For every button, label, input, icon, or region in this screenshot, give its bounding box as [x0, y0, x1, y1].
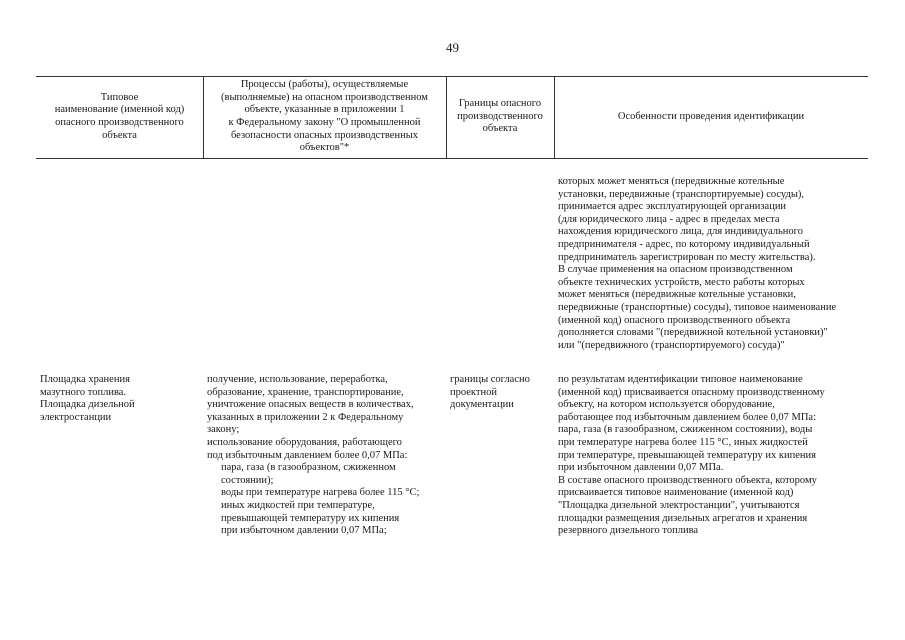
header-identification-text: [618, 111, 804, 124]
continuation-identification-text: [558, 176, 836, 352]
header-type-name: [36, 76, 203, 158]
text-line: к Федеральному закону "О промышленной: [228, 117, 421, 128]
text-line: дополняется словами "(передвижной котельной установки)": [558, 327, 828, 339]
text-line: по результатам идентификации типовое наименование: [558, 374, 803, 385]
text-line: площадки размещения дизельных агрегатов и хранения: [558, 512, 808, 524]
text-line: (именной код) присваивается опасному производственному: [558, 386, 825, 398]
text-line: Особенности проведения идентификации: [617, 110, 805, 122]
text-line: В составе опасного производственного объекта, которому: [558, 474, 817, 486]
text-line: объекту, на котором используется оборудование,: [558, 399, 775, 411]
text-line: присваивается типовое наименование (именной код): [558, 487, 794, 499]
text-line: резервного дизельного топлива: [558, 525, 699, 537]
table-header-bottom-rule: [36, 158, 868, 159]
text-line: которых может меняться (передвижные котельные: [558, 176, 785, 187]
process-line: использование оборудования, работающего: [207, 436, 402, 448]
text-line: или "(передвижного (транспортируемого) сосуда)": [558, 339, 785, 351]
text-line: объекта: [102, 129, 137, 141]
text-line: предпринимателя - адрес, по которому индивидуальный: [558, 238, 810, 250]
process-line: получение, использование, переработка,: [207, 374, 388, 385]
text-line: нахождения юридического лица, для индивидуального: [558, 226, 803, 238]
text-line: Типовое: [100, 91, 139, 103]
process-line: превышающей температуру их кипения: [221, 512, 400, 524]
process-line: указанных в приложении 2 к Федеральному: [207, 411, 404, 423]
text-line: мазутного топлива.: [40, 386, 127, 398]
text-line: работающее под избыточным давлением более 0,07 МПа:: [558, 411, 816, 423]
text-line: электростанции: [40, 411, 112, 423]
text-line: (именной код) опасного производственного объекта: [558, 314, 791, 326]
text-line: наименование (именной код): [54, 104, 185, 116]
text-line: передвижные (транспортные) сосуды), типовое наименование: [558, 301, 837, 313]
process-line: образование, хранение, транспортирование,: [207, 386, 404, 398]
text-line: Процессы (работы), осуществляемые: [240, 79, 409, 91]
text-line: объекте технических устройств, место работы которых: [558, 276, 805, 288]
text-line: производственного: [457, 110, 543, 122]
text-line: объекта: [482, 123, 518, 135]
text-line: объектов"*: [299, 142, 350, 154]
text-line: принимается адрес эксплуатирующей организации: [558, 201, 787, 213]
header-identification: [554, 76, 868, 158]
text-line: установки, передвижные (транспортируемые) сосуды),: [558, 188, 805, 200]
row-identification: [558, 374, 825, 538]
row-type-name: [40, 374, 135, 424]
header-processes: [203, 76, 446, 158]
text-line: при температуре, превышающей температуру их кипения: [558, 449, 816, 461]
text-line: границы согласно: [450, 374, 530, 385]
process-line: под избыточным давлением более 0,07 МПа:: [207, 449, 408, 461]
process-line: закону;: [207, 424, 240, 436]
text-line: пара, газа (в газообразном, сжиженном состоянии), воды: [558, 424, 813, 436]
text-line: при избыточном давлении 0,07 МПа.: [558, 462, 724, 474]
text-line: Площадка хранения: [40, 374, 130, 385]
text-line: предприниматель зарегистрирован по месту жительства).: [558, 251, 816, 263]
text-line: "Площадка дизельной электростанции", учитываются: [558, 499, 800, 511]
process-line: пара, газа (в газообразном, сжиженном: [221, 462, 396, 474]
header-boundaries-text: [457, 98, 543, 136]
text-line: В случае применения на опасном производственном: [558, 264, 793, 276]
text-line: документации: [450, 399, 514, 411]
process-line: уничтожение опасных веществ в количествах,: [207, 399, 414, 411]
text-line: Площадка дизельной: [40, 399, 135, 411]
text-line: безопасности опасных производственных: [230, 129, 419, 141]
process-line: иных жидкостей при температуре,: [221, 499, 375, 511]
row-boundaries: [450, 374, 530, 412]
text-line: при температуре нагрева более 115 °С, иных жидкостей: [558, 436, 808, 448]
header-type-name-text: [55, 92, 185, 142]
row-processes: [207, 374, 419, 538]
process-line: воды при температуре нагрева более 115 °С;: [221, 487, 420, 499]
text-line: Границы опасного: [458, 98, 542, 110]
text-line: опасного производственного: [55, 117, 184, 128]
text-line: объекте, указанные в приложении 1: [244, 104, 405, 116]
text-line: (для юридического лица - адрес в пределах места: [558, 213, 780, 225]
header-processes-text: [221, 79, 428, 155]
text-line: (выполняемые) на опасном производственном: [221, 91, 428, 103]
page-number: 49: [446, 40, 459, 55]
process-line: состоянии);: [221, 474, 274, 486]
header-boundaries: [446, 76, 554, 158]
text-line: может меняться (передвижные котельные установки,: [558, 289, 796, 301]
text-line: проектной: [450, 386, 497, 398]
process-line: при избыточном давлении 0,07 МПа;: [221, 525, 387, 537]
